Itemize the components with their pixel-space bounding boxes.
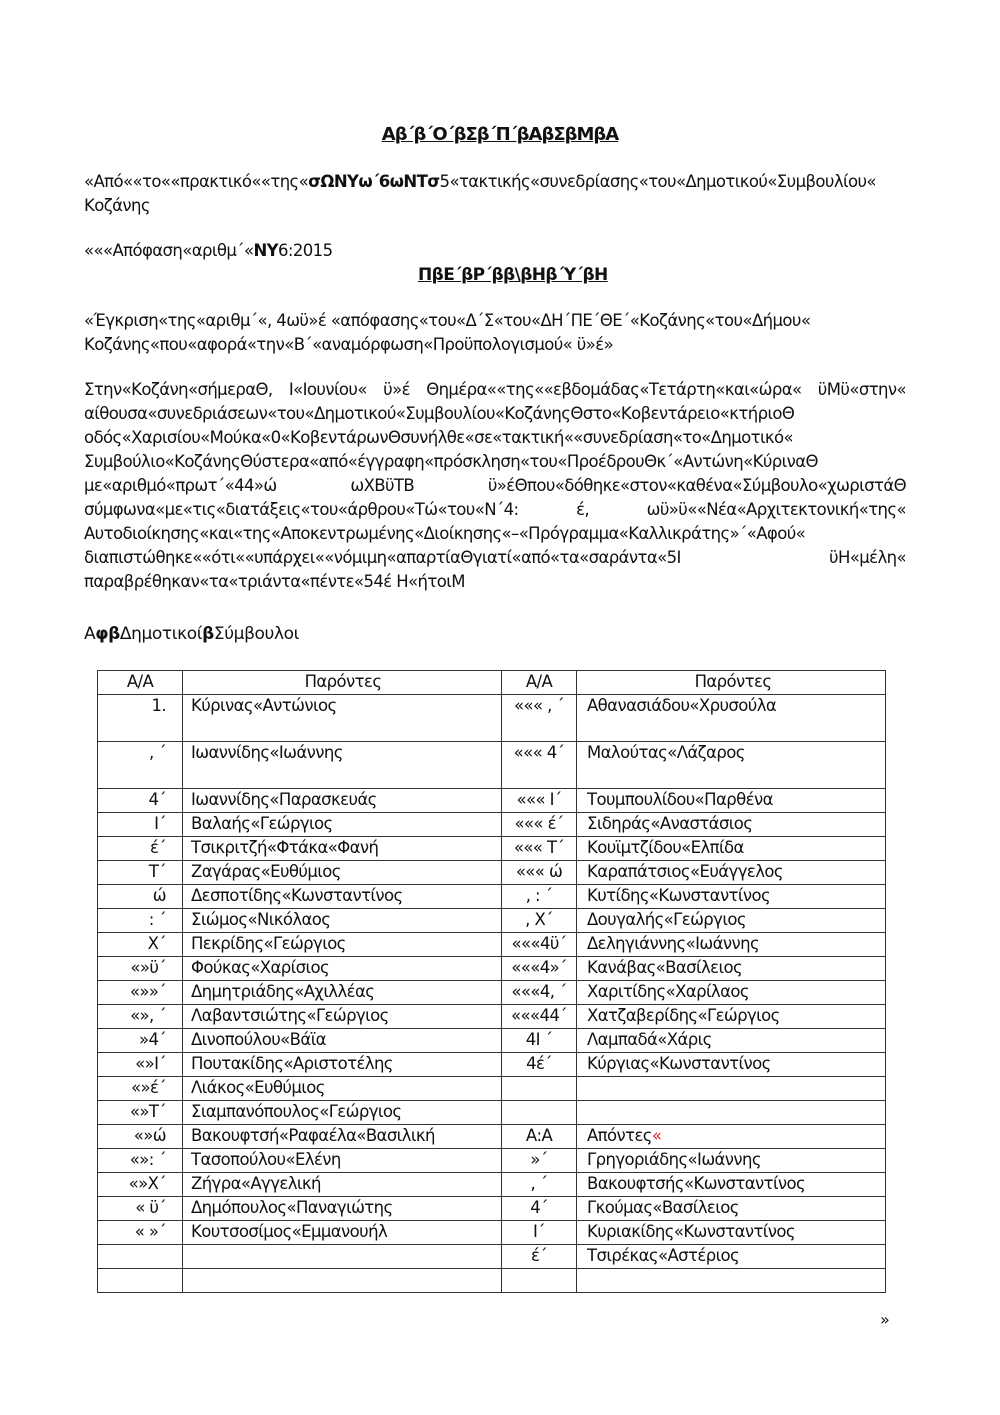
member-number-right-text: 4έ΄ [526, 1054, 552, 1073]
member-number-left [98, 789, 183, 813]
member-name-left [183, 1197, 502, 1221]
absent-marker: « [651, 1126, 662, 1145]
member-name-right [577, 1053, 886, 1077]
member-name-left-text: Σιαμπανόπουλος«Γεώργιος [191, 1102, 402, 1121]
intro-suffix: 5«τακτικής«συνεδρίασης«του«Δημοτικού«Συμβουλίου« Κοζάνης [84, 172, 876, 215]
table-row [98, 1197, 886, 1221]
member-number-left-text: Ι΄ [154, 814, 166, 833]
table-row [98, 1269, 886, 1293]
member-number-right-text: , ΄ [530, 1174, 548, 1193]
member-name-right [577, 813, 886, 837]
member-name-left [183, 837, 502, 861]
member-name-right-text: Μαλούτας«Λάζαρος [587, 743, 745, 762]
member-number-left-text: «»: ΄ [129, 1150, 166, 1169]
member-name-left-text: Ιωαννίδης«Ιωάννης [191, 743, 343, 762]
member-number-right [502, 1029, 577, 1053]
intro-paragraph [84, 170, 906, 218]
member-name-right-text: Σιδηράς«Αναστάσιος [587, 814, 753, 833]
member-number-left [98, 1101, 183, 1125]
table-row [98, 981, 886, 1005]
member-number-left-text: «»ώ [133, 1126, 166, 1145]
member-name-right [577, 1101, 886, 1125]
member-name-left [183, 742, 502, 789]
member-name-left [183, 861, 502, 885]
member-number-right [502, 1101, 577, 1125]
section-label-suffix: Σύμβουλοι [213, 624, 299, 644]
member-number-left [98, 1053, 183, 1077]
member-name-left-text: Λιάκος«Ευθύμιος [191, 1078, 325, 1097]
table-row [98, 909, 886, 933]
member-name-right-text: Γρηγοριάδης«Ιωάννης [587, 1150, 761, 1169]
member-name-left-text: Ιωαννίδης«Παρασκευάς [191, 790, 377, 809]
member-number-right-text: ««« 4΄ [513, 743, 565, 762]
table-row [98, 1125, 886, 1149]
member-number-right [502, 1125, 577, 1149]
member-name-left-text: Δεσποτίδης«Κωνσταντίνος [191, 886, 403, 905]
member-name-right [577, 1245, 886, 1269]
member-number-right [502, 695, 577, 742]
member-number-right-text: «««4»΄ [511, 958, 567, 977]
table-header-row [98, 671, 886, 695]
member-name-right [577, 933, 886, 957]
member-name-right-text: Δεληγιάννης«Ιωάννης [587, 934, 760, 953]
member-number-right [502, 933, 577, 957]
council-members-table [97, 670, 886, 1293]
member-number-right-text: ««« ώ [515, 862, 563, 881]
member-name-left [183, 1029, 502, 1053]
member-number-right-text: 4΄ [530, 1198, 548, 1217]
decision-suffix: 6:2015 [278, 241, 333, 260]
member-name-left [183, 1269, 502, 1293]
member-name-left [183, 813, 502, 837]
header-aa-left: Α/Α [98, 671, 183, 695]
member-name-left-text: Σιώμος«Νικόλαος [191, 910, 331, 929]
member-name-left-text: Ζήγρα«Αγγελική [191, 1174, 321, 1193]
decision-bold: ΝΥ [253, 241, 279, 260]
member-number-right [502, 1245, 577, 1269]
member-number-right-text: «««44΄ [511, 1006, 567, 1025]
member-name-left-text: Κύρινας«Αντώνιος [191, 696, 337, 715]
member-number-left-text: ώ [152, 886, 166, 905]
member-name-right-text: Κανάβας«Βασίλειος [587, 958, 743, 977]
decision-number [84, 239, 906, 263]
member-number-left-text: , ΄ [149, 743, 166, 762]
table-row [98, 861, 886, 885]
member-name-right-text: Καραπάτσιος«Ευάγγελος [587, 862, 783, 881]
member-number-left-text: « ϋ΄ [135, 1198, 166, 1217]
member-number-left [98, 1221, 183, 1245]
subject-heading: ΠβΕ΄βΡ΄ββ\βΗβ΄Υ΄βΗ [418, 265, 608, 285]
member-number-right [502, 1173, 577, 1197]
member-number-right [502, 861, 577, 885]
member-name-right [577, 1269, 886, 1293]
page-title: Αβ΄β΄Ο΄βΣβ΄Π΄βΑβΣβΜβΑ [381, 124, 619, 145]
member-number-right-text: «««4ϋ΄ [511, 934, 567, 953]
table-row [98, 957, 886, 981]
member-number-right-text: έ΄ [531, 1246, 547, 1265]
member-number-left [98, 1029, 183, 1053]
member-name-right [577, 1125, 886, 1149]
member-name-left-text: Ζαγάρας«Ευθύμιος [191, 862, 341, 881]
member-number-left [98, 885, 183, 909]
member-name-right-text: Κυριακίδης«Κωνσταντίνος [587, 1222, 795, 1241]
member-name-left [183, 1101, 502, 1125]
member-number-right-text: ««« Ι΄ [516, 790, 562, 809]
member-number-left-text: »4΄ [138, 1030, 166, 1049]
member-name-left-text: Τσικριτζή«Φτάκα«Φανή [191, 838, 379, 857]
table-row [98, 742, 886, 789]
member-number-left-text: «»Χ΄ [128, 1174, 166, 1193]
member-name-right [577, 742, 886, 789]
member-number-left-text: : ΄ [148, 910, 166, 929]
member-number-right [502, 1005, 577, 1029]
member-number-left [98, 1149, 183, 1173]
member-name-right-text: Δουγαλής«Γεώργιος [587, 910, 746, 929]
member-number-left [98, 861, 183, 885]
section-label-bold: φβ [95, 624, 120, 644]
member-name-right-text: Χαριτίδης«Χαρίλαος [587, 982, 749, 1001]
member-name-right-text: Τσιρέκας«Αστέριος [587, 1246, 740, 1265]
member-number-right [502, 837, 577, 861]
table-row [98, 1173, 886, 1197]
header-present-right: Παρόντες [577, 671, 886, 695]
member-name-left-text: Λαβαντσιώτης«Γεώργιος [191, 1006, 389, 1025]
member-number-left [98, 1173, 183, 1197]
member-number-left [98, 1005, 183, 1029]
member-number-left [98, 837, 183, 861]
member-name-left [183, 885, 502, 909]
member-name-right-text: Κουϊμτζίδου«Ελπίδα [587, 838, 744, 857]
section-label-bold2: β [202, 624, 214, 644]
member-number-left [98, 1269, 183, 1293]
member-name-right [577, 1221, 886, 1245]
section-label-middle: Δημοτικοί [119, 624, 203, 644]
member-number-left [98, 1077, 183, 1101]
member-number-right [502, 1221, 577, 1245]
table-row [98, 933, 886, 957]
member-number-left [98, 933, 183, 957]
member-name-right [577, 837, 886, 861]
member-name-left-text: Πεκρίδης«Γεώργιος [191, 934, 346, 953]
member-number-left [98, 1245, 183, 1269]
member-number-right [502, 789, 577, 813]
member-number-right-text: ««« , ΄ [513, 696, 565, 715]
member-name-left-text: Βακουφτσή«Ραφαέλα«Βασιλική [191, 1126, 435, 1145]
member-name-right [577, 981, 886, 1005]
member-number-right-text: Ι΄ [533, 1222, 545, 1241]
header-aa-right: Α/Α [502, 671, 577, 695]
member-number-left-text: «»»΄ [129, 982, 166, 1001]
member-number-right [502, 813, 577, 837]
member-name-right [577, 1077, 886, 1101]
member-name-left [183, 933, 502, 957]
member-number-right [502, 957, 577, 981]
member-number-left-text: Τ΄ [148, 862, 166, 881]
member-number-right [502, 742, 577, 789]
table-row [98, 789, 886, 813]
member-number-left-text: «»Ι΄ [135, 1054, 166, 1073]
member-number-right [502, 1053, 577, 1077]
member-name-left [183, 981, 502, 1005]
member-name-left [183, 1125, 502, 1149]
section-label-prefix: Α [84, 624, 96, 644]
member-name-right [577, 1197, 886, 1221]
member-name-right-text: Κύργιας«Κωνσταντίνος [587, 1054, 771, 1073]
member-name-right-text: Τουμπουλίδου«Παρθένα [587, 790, 773, 809]
member-name-right [577, 695, 886, 742]
member-number-left-text: Χ΄ [147, 934, 166, 953]
member-name-right [577, 861, 886, 885]
member-number-right [502, 909, 577, 933]
member-number-right-text: 4Ι ΄ [525, 1030, 553, 1049]
member-number-right [502, 1077, 577, 1101]
member-name-left-text: Βαλαής«Γεώργιος [191, 814, 333, 833]
member-number-right [502, 1149, 577, 1173]
table-row [98, 1053, 886, 1077]
body-paragraph: Στην«Κοζάνη«σήμεραΘ, Ι«Ιουνίου« ϋ»έ Θημέρα««της««εβδομάδας«Τετάρτη«και«ώρα« ϋΜϋ«στην« αίθουσα«συνεδριάσεων«του«Δημοτικού«Συμβουλίου«ΚοζάνηςΘστο«Κοβεντάρειο«κτήριοΘ οδός«Χαρισίου«Μούκα«0«ΚοβεντάρωνΘσυνήλθε«σε«τακτική««συνεδρίαση«το«Δημοτικό« Συμβούλιο«ΚοζάνηςΘύστερα«από«έγγραφη«πρόσκληση«του«ΠροέδρουΘκ΄«Αντώνη«ΚύριναΘ με«αριθμό«πρωτ΄«44»ώ ωΧΒϋΤΒ ϋ»έΘπου«δόθηκε«στον«καθένα«Σύμβουλο«χωριστάΘ σύμφωνα«με«τις«διατάξεις«του«άρθρου«Τώ«του«Ν΄4: έ, ωϋ»ϋ««Νέα«Αρχιτεκτονική«της« Αυτοδιοίκησης«και«της«Αποκεντρωμένης«Διοίκησης«–«Πρόγραμμα«Καλλικράτης»΄«Αφού« διαπιστώθηκε««ότι««υπάρχει««νόμιμη«απαρτίαΘγιατί«από«τα«σαράντα«5Ι ϋΗ«μέλη« παραβρέθηκαν«τα«τριάντα«πέντε«54έ Η«ήτοιΜ [84, 380, 906, 591]
member-number-right-text: , : ΄ [525, 886, 553, 905]
member-number-left-text: «»ϋ΄ [130, 958, 166, 977]
intro-session-number: σΩΝΥω΄6ωΝΤσ [308, 172, 440, 191]
member-number-left [98, 909, 183, 933]
member-name-right-text: Αθανασιάδου«Χρυσούλα [587, 696, 777, 715]
member-name-right-text: Χατζαβερίδης«Γεώργιος [587, 1006, 780, 1025]
section-label [84, 624, 299, 644]
member-number-left [98, 981, 183, 1005]
member-name-right [577, 1149, 886, 1173]
table-row [98, 1077, 886, 1101]
table-row [98, 1245, 886, 1269]
intro-prefix: «Από««το««πρακτικό««της« [84, 172, 309, 191]
member-name-right-text: Λαμπαδά«Χάρις [587, 1030, 712, 1049]
member-name-right-text: Απόντες [587, 1126, 652, 1145]
member-name-left [183, 695, 502, 742]
member-number-right-text: ««« έ΄ [514, 814, 564, 833]
member-number-left-text: 1. [151, 696, 166, 715]
member-number-left-text: «»Τ΄ [129, 1102, 166, 1121]
member-number-right [502, 885, 577, 909]
member-name-left [183, 957, 502, 981]
member-name-left [183, 1221, 502, 1245]
table-row [98, 695, 886, 742]
member-name-right [577, 1005, 886, 1029]
member-name-left-text: Δημητριάδης«Αχιλλέας [191, 982, 375, 1001]
member-name-right [577, 789, 886, 813]
member-name-left-text: Δημόπουλος«Παναγιώτης [191, 1198, 393, 1217]
member-name-left-text: Φούκας«Χαρίσιος [191, 958, 330, 977]
table-row [98, 1029, 886, 1053]
member-number-right [502, 981, 577, 1005]
member-name-left-text: Δινοπούλου«Βάϊα [191, 1030, 326, 1049]
member-number-left-text: έ΄ [150, 838, 166, 857]
table-row [98, 813, 886, 837]
page-number: » [880, 1310, 890, 1329]
header-present-left: Παρόντες [183, 671, 502, 695]
member-name-left [183, 1005, 502, 1029]
member-number-left-text: «», ΄ [130, 1006, 166, 1025]
member-name-right-text: Βακουφτσής«Κωνσταντίνος [587, 1174, 806, 1193]
member-number-right-text: , Χ΄ [525, 910, 553, 929]
member-number-left [98, 813, 183, 837]
member-number-left [98, 1197, 183, 1221]
member-number-left [98, 742, 183, 789]
member-name-left [183, 1245, 502, 1269]
table-row [98, 1149, 886, 1173]
member-name-right-text: Κυτίδης«Κωνσταντίνος [587, 886, 771, 905]
member-number-left [98, 695, 183, 742]
member-name-right [577, 909, 886, 933]
table-row [98, 1005, 886, 1029]
member-name-right [577, 957, 886, 981]
table-row [98, 837, 886, 861]
member-number-right [502, 1269, 577, 1293]
member-name-left [183, 789, 502, 813]
subject-paragraph: «Έγκριση«της«αριθμ΄«, 4ωϋ»έ «απόφασης«του«Δ΄Σ«του«ΔΗ΄ΠΕ΄ΘΕ΄«Κοζάνης«του«Δήμου« Κοζάνης«που«αφορά«την«Β΄«αναμόρφωση«Προϋπολογισμού« ϋ»έ» [84, 311, 811, 354]
member-name-left [183, 1173, 502, 1197]
member-number-left-text: «»έ΄ [131, 1078, 166, 1097]
member-name-right [577, 1029, 886, 1053]
member-name-left [183, 1077, 502, 1101]
member-number-left-text: « »΄ [134, 1222, 166, 1241]
member-number-left-text: 4΄ [148, 790, 166, 809]
member-number-right-text: ««« Τ΄ [513, 838, 565, 857]
member-name-right-text: Γκούμας«Βασίλειος [587, 1198, 739, 1217]
member-name-left [183, 909, 502, 933]
member-name-right [577, 885, 886, 909]
member-number-right [502, 1197, 577, 1221]
member-name-left [183, 1053, 502, 1077]
member-name-left-text: Τασοπούλου«Ελένη [191, 1150, 341, 1169]
member-name-left [183, 1149, 502, 1173]
table-row [98, 1221, 886, 1245]
member-number-left [98, 1125, 183, 1149]
member-number-right-text: Α:Α [525, 1126, 553, 1145]
decision-prefix: «««Απόφαση«αριθμ΄« [84, 241, 254, 260]
member-name-left-text: Πουτακίδης«Αριστοτέλης [191, 1054, 393, 1073]
member-name-right [577, 1173, 886, 1197]
member-name-left-text: Κουτσοσίμος«Εμμανουήλ [191, 1222, 388, 1241]
member-number-right-text: »΄ [530, 1150, 548, 1169]
table-row [98, 1101, 886, 1125]
member-number-right-text: «««4, ΄ [511, 982, 567, 1001]
table-row [98, 885, 886, 909]
member-number-left [98, 957, 183, 981]
